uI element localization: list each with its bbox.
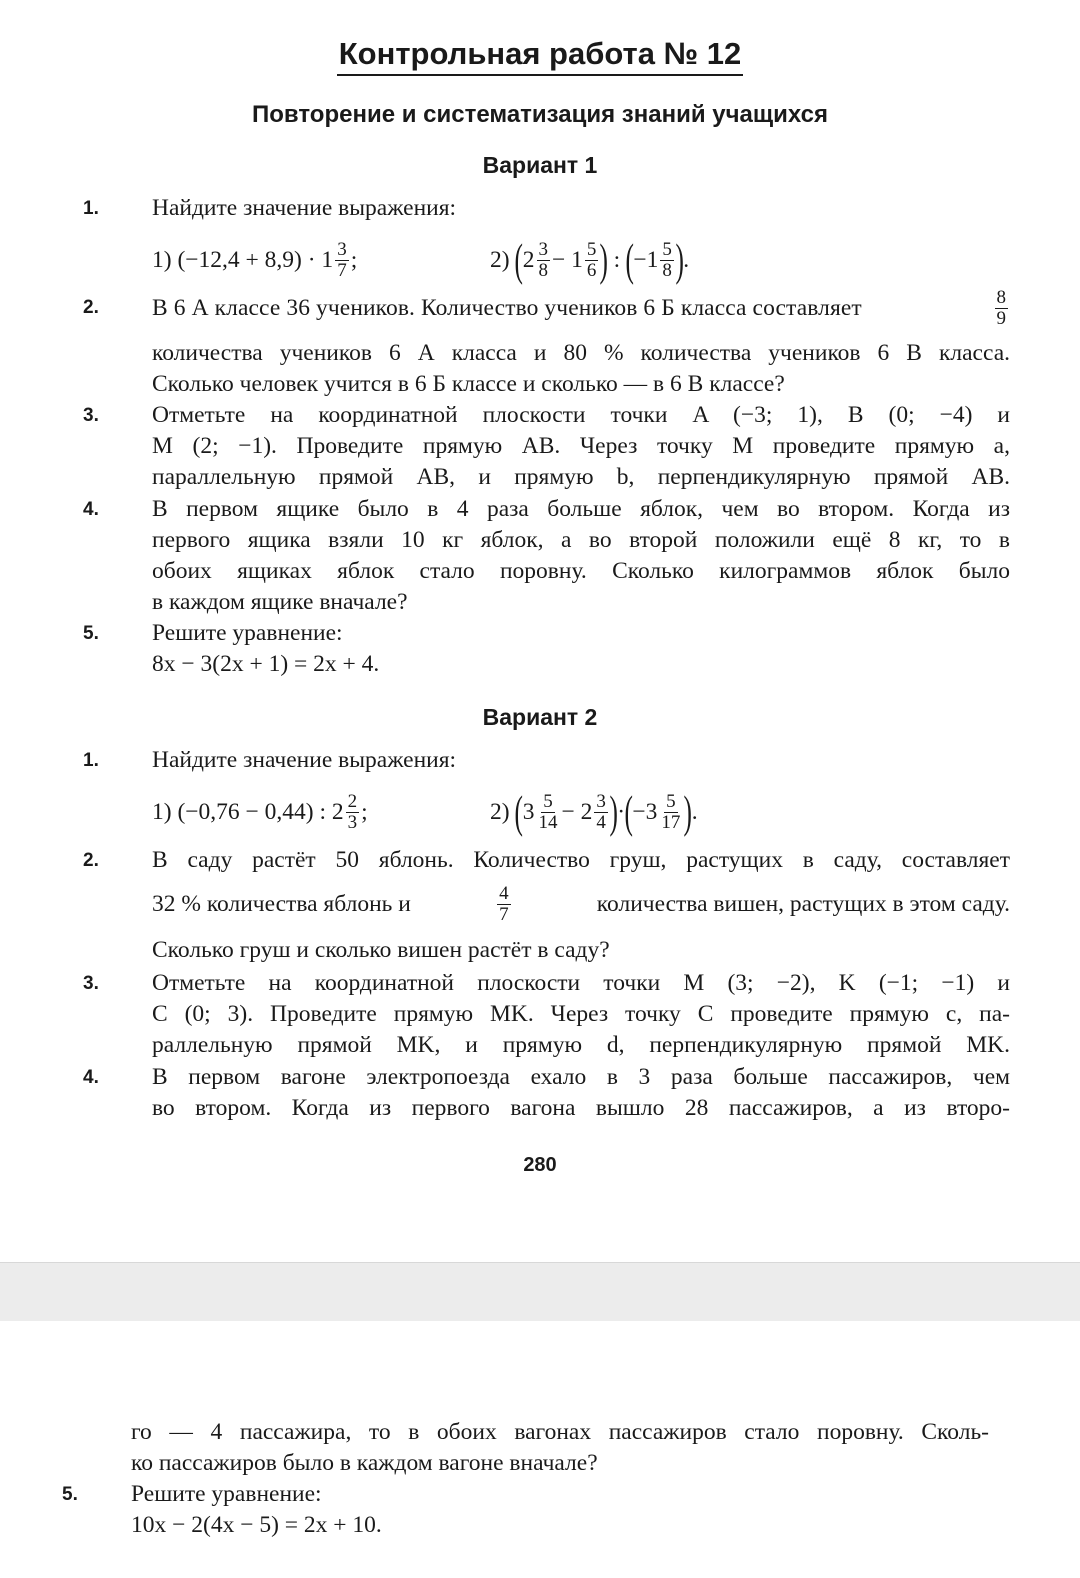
task-number: 1. — [83, 198, 99, 219]
task-line: В 6 А классе 36 учеников. Количество учеников 6 Б класса составляет $\frac{8}{9}$ — [152, 286, 1006, 329]
page-number: 280 — [523, 1154, 557, 1176]
fraction: $\frac{5}{17}$ — [661, 790, 681, 833]
task-number: 3. — [83, 973, 99, 994]
fraction: $\frac{2}{3}$ — [347, 790, 358, 833]
task-number: 4. — [83, 1067, 99, 1088]
task-line: го — 4 пассажира, то в обоих вагонах пассажиров стало поровну. Сколь- — [131, 1419, 989, 1445]
task-line: Решите уравнение: — [152, 620, 343, 646]
fraction: $\frac{5}{8}$ — [662, 238, 672, 281]
task-text: Найдите значение выражения: — [152, 747, 457, 773]
expression-1: 1) (−0,76 − 0,44) : 2 $\frac{2}{3}$ ; — [152, 790, 368, 833]
expression-1: 1) (−12,4 + 8,9) · 1 $\frac{3}{7}$ ; — [152, 238, 358, 281]
equation: 8x − 3(2x + 1) = 2x + 4. — [152, 651, 380, 677]
task-number: 3. — [83, 405, 99, 426]
fraction: $\frac{3}{4}$ — [596, 790, 606, 833]
variant-2-heading: Вариант 2 — [482, 704, 598, 730]
task-text: Найдите значение выражения: — [152, 195, 457, 221]
fraction: $\frac{4}{7}$ — [499, 882, 509, 925]
expression-2: 2) ( 3 $\frac{5}{14}$ − 2 $\frac{3}{4}$ ) · ( −3 $\frac{5}{17}$ ) . — [490, 786, 698, 837]
task-line: параллельную прямой AB, и прямую b, перпендикулярную прямой AB. — [152, 464, 1010, 490]
task-line: 32 % количества яблонь и $\frac{4}{7}$ количества вишен, растущих в этом саду. — [152, 882, 1010, 925]
task-number: 5. — [62, 1484, 78, 1505]
task-number: 1. — [83, 750, 99, 771]
task-line: Отметьте на координатной плоскости точки M (3; −2), K (−1; −1) и — [152, 970, 1010, 996]
task-line: обоих ящиках яблок стало поровну. Сколько килограммов яблок было — [152, 558, 1010, 584]
fraction: $\frac{8}{9}$ — [996, 286, 1006, 329]
fraction: $\frac{5}{6}$ — [586, 238, 597, 281]
task-line: первого ящика взяли 10 кг яблок, а во второй положили ещё 8 кг, то в — [152, 527, 1010, 553]
task-line: во втором. Когда из первого вагона вышло 28 пассажиров, а из второ- — [152, 1095, 1010, 1121]
page-subtitle: Повторение и систематизация знаний учащихся — [252, 101, 828, 128]
task-line: Сколько груш и сколько вишен растёт в саду? — [152, 937, 610, 963]
fraction: $\frac{5}{14}$ — [538, 790, 558, 833]
task-line: M (2; −1). Проведите прямую AB. Через точку M проведите прямую a, — [152, 433, 1010, 459]
page-title: Контрольная работа № 12 — [0, 36, 1080, 72]
task-line: В саду растёт 50 яблонь. Количество груш, растущих в саду, составляет — [152, 847, 1010, 873]
fraction: $\frac{3}{7}$ — [337, 238, 347, 281]
task-line: Отметьте на координатной плоскости точки A (−3; 1), B (0; −4) и — [152, 402, 1010, 428]
task-line: В первом ящике было в 4 раза больше яблок, чем во втором. Когда из — [152, 496, 1010, 522]
task-number: 2. — [83, 850, 99, 871]
equation: 10x − 2(4x − 5) = 2x + 10. — [131, 1512, 382, 1538]
task-line: C (0; 3). Проведите прямую MK. Через точку C проведите прямую c, па- — [152, 1001, 1010, 1027]
fraction: $\frac{3}{8}$ — [538, 238, 549, 281]
task-line: В первом вагоне электропоезда ехало в 3 раза больше пассажиров, чем — [152, 1064, 1010, 1090]
task-line: Сколько человек учится в 6 Б классе и сколько — в 6 В классе? — [152, 371, 785, 397]
task-number: 5. — [83, 623, 99, 644]
variant-1-heading: Вариант 1 — [482, 152, 598, 178]
task-line: ко пассажиров было в каждом вагоне вначале? — [131, 1450, 598, 1476]
expression-2: 2) ( 2 $\frac{3}{8}$ − 1 $\frac{5}{6}$ ) : ( −1 $\frac{5}{8}$ ) . — [490, 234, 690, 285]
task-line: раллельную прямой MK, и прямую d, перпендикулярную прямой MK. — [152, 1032, 1010, 1058]
task-number: 2. — [83, 297, 99, 318]
task-line: Решите уравнение: — [131, 1481, 322, 1507]
task-line: в каждом ящике вначале? — [152, 589, 408, 615]
page-separator — [0, 1262, 1080, 1322]
page-bottom — [0, 1321, 1080, 1578]
task-line: количества учеников 6 А класса и 80 % количества учеников 6 В класса. — [152, 340, 1010, 366]
task-number: 4. — [83, 499, 99, 520]
